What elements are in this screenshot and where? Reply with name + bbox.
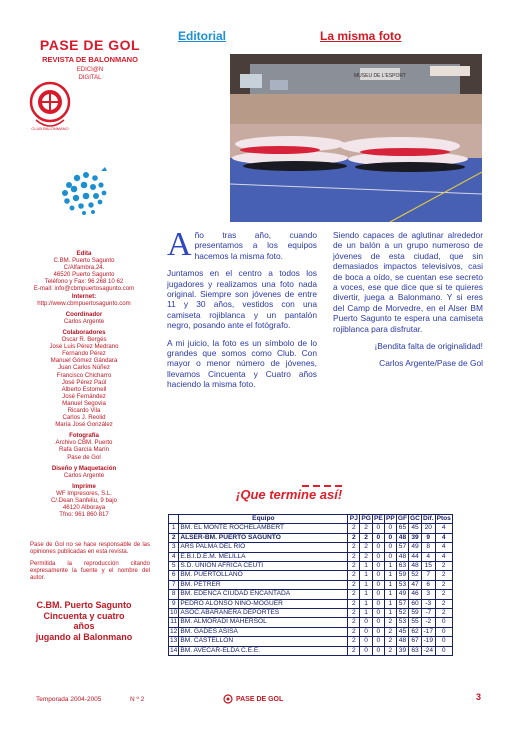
table-cell: 2 [435,571,452,580]
table-cell: 2 [435,562,452,571]
table-cell: 0 [372,524,384,533]
table-cell: 52 [409,571,422,580]
table-cell: 48 [396,533,408,542]
edita-email[interactable]: E-mail: info@cbmpuertosagunto.com [33,285,135,293]
photography-credit: Archivo CBM. Puerto [55,439,113,447]
table-cell: 52 [396,609,408,618]
table-cell: 11 [170,618,178,626]
table-cell: 0 [360,627,373,636]
table-row [169,627,453,636]
table-cell: 3 [169,543,179,552]
article-paragraph-4: Siendo capaces de aglutinar alrededor de un balón a un grupo numeroso de jóvenes de esta ciudad, que sin demasiados impactos televisivos, casi de boca a oído, se cuentan ese secreto a voces, ese que dice que si te quieres divertir, juega a Balonmano. Y si eres del Camp de Morvedre, en el Alser BM Puerto Sagunto te espera una camiseta rojiblanca para disfrutar. [333,230,483,334]
table-cell: 53 [396,618,408,627]
article-paragraph-2: Juntamos en el centro a todos los jugadores y realizamos una foto nada original. Siempre son jóvenes de entre 11 y 30 años, vestidos con una camiseta rojiblanca y un pantalón negro, posando ante el fotógrafo. [167,268,317,331]
photography-heading: Fotografía [69,432,99,440]
article-signature: Carlos Argente/Pase de Gol [379,358,483,369]
internet-heading: Internet: [71,292,97,300]
collaborator-name: Juan Carlos Núñez [58,364,110,372]
table-cell: 6 [421,580,435,589]
table-cell: 1 [360,562,373,571]
table-cell: 2 [348,609,360,618]
table-cell: 0 [372,552,384,561]
logo-ring-text: CLUB BALONMANO [31,126,69,131]
table-cell: 44 [409,552,422,561]
table-cell: -2 [421,618,435,627]
table-cell: BM. PETRER [179,580,348,589]
table-cell: 8 [421,543,435,552]
table-cell: BM. EL MONTE ROCHELAMBERT [179,524,348,533]
footer-issue: N º 2 [130,696,145,703]
table-cell: 1 [384,609,396,618]
column-header: PE [373,515,383,522]
footer-logo [222,694,283,704]
collaborator-name: Manuel Segovia [62,399,106,407]
collaborator-name: José Luis Pérez Medrano [49,343,119,351]
table-cell: 0 [435,627,452,636]
table-cell: 0 [435,618,452,627]
table-row [169,609,453,618]
table-cell: 59 [396,571,408,580]
footer-season: Temporada 2004-2005 [36,696,102,703]
article-column-left [167,226,317,397]
table-cell: 0 [372,646,384,655]
table-cell: BM. EDENCA CIUDAD ENCANTADA [179,590,348,599]
table-cell: 0 [372,609,384,618]
internet-link[interactable]: http://www.cbmpuertosagunto.com [37,299,131,307]
edition-line-1: EDICI@N [76,67,104,73]
disclaimer-opinions: Pase de Gol no se hace responsable de las opiniones publicadas en esta revista. [30,542,150,555]
column-header [169,515,179,524]
article-column-right [333,230,483,376]
standings-body [169,524,453,656]
edita-line: Teléfono y Fax: 96 268 10 62 [44,278,124,286]
table-cell: 1 [384,599,396,608]
article-paragraph-5: ¡Bendita falta de originalidad! [374,341,483,352]
table-cell: 15 [421,562,435,571]
table-cell: 0 [360,618,373,627]
table-cell: 2 [384,646,396,655]
page-number: 3 [476,692,482,702]
column-header: Ptos [436,515,451,522]
column-header: Equipo [179,515,348,524]
table-cell: 49 [396,590,408,599]
table-cell: 0 [384,533,396,542]
table-cell: 0 [372,533,384,542]
table-row [169,580,453,589]
table-cell: 53 [396,580,408,589]
motto-line: Cincuenta y cuatro [43,610,125,621]
table-cell: ALSER-BM. PUERTO SAGUNTO [179,533,348,542]
section-editorial-title: Editorial [178,29,227,43]
table-cell: 0 [372,599,384,608]
standings-table [168,514,453,656]
table-cell: 62 [409,627,422,636]
collaborator-name: Fernando Pérez [62,350,106,358]
table-cell: 1 [360,599,373,608]
edition-line-2: DIGITAL [78,75,102,81]
standings-header-row [169,515,453,524]
magazine-subtitle: REVISTA DE BALONMANO [42,55,138,64]
collaborator-name: Manuel Gómez Gándara [50,357,118,365]
article-paragraph-1 [167,226,317,263]
table-cell: 1 [384,590,396,599]
magazine-title: PASE DE GOL [39,37,141,53]
table-cell: 0 [372,637,384,646]
collaborator-name: Alberto Estornell [61,385,107,393]
table-cell: 2 [360,533,373,542]
table-cell: 60 [409,599,422,608]
design-credit: Carlos Argente [63,471,105,479]
table-cell: 4 [169,552,179,561]
table-cell: 1 [384,571,396,580]
table-cell: 2 [348,599,360,608]
collaborator-name: José Fernández [62,392,106,400]
table-cell: 12 [170,627,178,635]
table-cell: ASOC.ABARANERA DEPORTES [179,609,348,618]
column-header: Dif. [422,515,434,522]
article-paragraph-3: A mi juicio, la foto es un símbolo de lo grandes que somos como Club. Con mayor o menor número de jóvenes, llevamos Cincuenta y Cuatro años haciendo la misma foto. [167,337,317,390]
table-cell: E.B.I.D.E.M. MELILLA [179,552,348,561]
photography-credit: Pase de Gol [67,453,101,461]
table-cell: -24 [421,646,435,655]
table-cell: 49 [409,543,422,552]
table-cell: -17 [421,627,435,636]
table-cell: 48 [409,562,422,571]
table-row [169,533,453,542]
drop-cap: A [167,226,192,263]
table-cell: 63 [396,562,408,571]
collaborator-name: Ricardo Vila [67,406,101,414]
column-header: GC [410,515,420,522]
table-cell: -19 [421,637,435,646]
table-cell: 63 [409,646,422,655]
table-cell: 2 [384,627,396,636]
table-cell: 9 [169,599,179,608]
dotted-sphere-icon [55,163,115,218]
table-cell: 2 [384,618,396,627]
table-cell: 0 [384,543,396,552]
printer-line: 46120 Alboraya [62,504,106,512]
club-motto [18,600,150,642]
table-cell: 1 [384,580,396,589]
table-cell: 4 [435,543,452,552]
table-cell: 7 [169,580,179,589]
table-cell: 2 [348,646,360,655]
credits-block [10,250,158,518]
table-row [169,562,453,571]
footer-logo-text: PASE DE GOL [235,695,284,703]
table-cell: 0 [360,637,373,646]
footer-mini-logo-icon [222,694,234,704]
table-cell: 13 [170,637,178,645]
column-header: PG [361,515,371,522]
table-cell: -3 [421,599,435,608]
table-row [169,637,453,646]
separator-dashes [302,474,347,476]
article-paragraph-1-text: ño tras año, cuando presentamos a los equipos hacemos la misma foto. [194,230,317,261]
table-cell: 2 [360,524,373,533]
table-cell: 0 [372,580,384,589]
collaborator-name: Carlos J. Reolid [62,414,106,422]
motto-line: años [73,621,95,631]
column-header: GF [397,515,408,522]
printer-line: Tfno: 961 860 817 [59,511,109,519]
collaborator-name: María José González [55,421,113,429]
coordinator-name: Carlos Argente [63,317,105,325]
table-cell: 0 [360,646,373,655]
table-cell: 46 [409,590,422,599]
table-cell: 2 [348,543,360,552]
collaborator-name: Francisco Chicharro [56,371,112,379]
edita-line: C/Alfambra,24. [63,264,105,272]
table-cell: 2 [360,552,373,561]
disclaimer-notes [30,542,150,582]
table-cell: 14 [170,646,178,654]
table-cell: 57 [396,599,408,608]
table-cell: 4 [435,552,452,561]
table-cell: 1 [169,524,179,533]
article-title: La misma foto [320,29,402,43]
table-cell: 4 [421,552,435,561]
table-cell: 0 [384,552,396,561]
table-cell: 65 [396,524,408,533]
table-cell: 9 [421,533,435,542]
table-cell: 0 [372,543,384,552]
table-cell: 5 [169,562,179,571]
table-cell: 1 [360,609,373,618]
table-row [169,590,453,599]
table-cell: 0 [372,571,384,580]
table-row [169,543,453,552]
table-cell: 48 [396,637,408,646]
table-cell: 0 [435,646,452,655]
table-cell: 2 [348,533,360,542]
collaborator-name: José Pérez Paúl [61,378,107,386]
table-cell: BM. GADES ASISA [179,627,348,636]
table-cell: 4 [435,533,452,542]
table-row [169,524,453,533]
motto-line: C.BM. Puerto Sagunto [36,600,132,610]
edita-line: C.BM. Puerto Sagunto [53,257,115,265]
table-cell: 2 [348,618,360,627]
team-photo [230,54,482,222]
table-cell: 8 [169,590,179,599]
photo-banner-text: MUSEU DE L'ESPORT [354,73,406,79]
edita-heading: Edita [76,250,92,257]
table-cell: 1 [384,562,396,571]
table-cell: 0 [372,618,384,627]
table-row [169,618,453,627]
table-cell: 2 [348,590,360,599]
printer-line: WF Impresores, S.L. [56,489,112,497]
table-cell: 2 [435,590,452,599]
table-cell: 48 [396,552,408,561]
table-cell: 59 [409,609,422,618]
table-cell: 2 [435,599,452,608]
table-cell: 2 [348,524,360,533]
table-cell: 0 [435,637,452,646]
table-cell: 2 [348,637,360,646]
motto-line: jugando al Balonmano [35,631,133,642]
standings-title: ¡Que termine así! [236,487,343,502]
table-cell: BM. PUERTOLLANO [179,571,348,580]
table-cell: 0 [384,524,396,533]
design-heading: Diseño y Maquetación [51,464,117,472]
table-row [169,599,453,608]
edita-line: 46520 Puerto Sagunto [53,271,115,279]
table-cell: BM. ALMORADI MAHERSOL [179,618,348,627]
table-cell: 2 [348,571,360,580]
table-cell: 0 [372,590,384,599]
table-cell: -7 [421,609,435,618]
table-row [169,571,453,580]
table-cell: BM. AVECAR-ELDA C.E.E. [179,646,348,655]
table-cell: BM. CASTELLON [179,637,348,646]
table-cell: 20 [421,524,435,533]
collaborator-name: Oscar R. Bergés [61,336,107,344]
photography-credit: Rafa García Marín [58,446,110,454]
table-cell: S.D. UNION AFRICA CEUTI [179,562,348,571]
collaborators-heading: Colaboradores [62,328,106,336]
table-cell: 10 [170,609,178,617]
table-cell: 47 [409,580,422,589]
table-cell: 2 [169,533,179,542]
table-cell: 6 [169,571,179,580]
table-cell: ARS PALMA DEL RIO [179,543,348,552]
table-cell: 1 [360,580,373,589]
table-cell: 4 [435,524,452,533]
table-cell: 55 [409,618,422,627]
table-cell: 2 [360,543,373,552]
table-cell: 45 [396,627,408,636]
table-row [169,646,453,655]
table-cell: 2 [348,552,360,561]
table-cell: 7 [421,571,435,580]
printer-heading: Imprime [72,482,96,490]
table-cell: PEDRO ALONSO NIÑO-MOGUER [179,599,348,608]
table-cell: 0 [372,562,384,571]
table-row [169,552,453,561]
table-cell: 0 [372,627,384,636]
column-header: PJ [349,515,358,522]
table-cell: 2 [384,637,396,646]
table-cell: 1 [360,590,373,599]
printer-line: C/.Dean Sanfeliu, 9 bajo [50,497,118,504]
table-cell: 1 [360,571,373,580]
disclaimer-reproduction: Permitida la reproducción citando expresamente la fuente y el nombre del autor. [30,561,150,581]
table-cell: 2 [348,627,360,636]
coordinator-heading: Coordinador [65,310,103,318]
table-cell: 3 [421,590,435,599]
table-cell: 67 [409,637,422,646]
table-cell: 2 [348,562,360,571]
table-cell: 2 [435,609,452,618]
column-header: PP [385,515,395,522]
club-logo-icon [28,80,72,132]
table-cell: 45 [409,524,422,533]
table-cell: 2 [435,580,452,589]
table-cell: 57 [396,543,408,552]
table-cell: 2 [348,580,360,589]
table-cell: 39 [396,646,408,655]
table-cell: 39 [409,533,422,542]
